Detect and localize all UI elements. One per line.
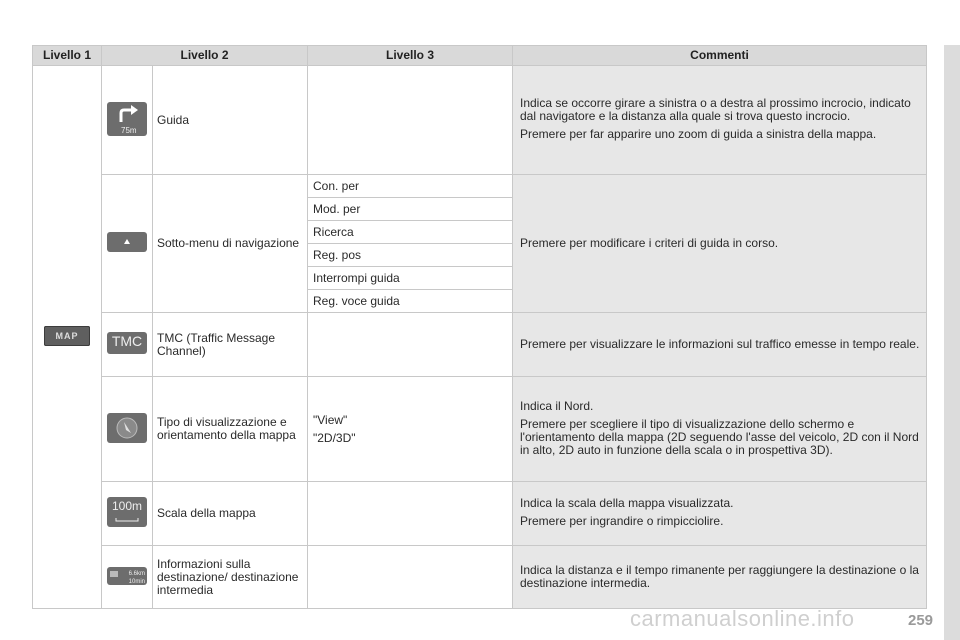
map-button-label: MAP bbox=[55, 330, 79, 341]
scala-label: Scala della mappa bbox=[153, 482, 308, 546]
row-guida bbox=[33, 66, 927, 175]
level1-cell bbox=[33, 66, 102, 609]
header-level2: Livello 2 bbox=[102, 46, 308, 66]
row-sottomenu bbox=[33, 175, 927, 198]
header-level3: Livello 3 bbox=[308, 46, 513, 66]
tmc-label: TMC (Traffic Message Channel) bbox=[153, 313, 308, 377]
scala-level3 bbox=[308, 482, 513, 546]
info-label: Informazioni sulla destinazione/ destinazione intermedia bbox=[153, 546, 308, 609]
info-comment: Indica la distanza e il tempo rimanente per raggiungere la destinazione o la destinazione intermedia. bbox=[513, 546, 927, 609]
row-tmc bbox=[33, 313, 927, 377]
scala-comment: Indica la scala della mappa visualizzata. Premere per ingrandire o rimpicciolire. bbox=[513, 482, 927, 546]
header-level1: Livello 1 bbox=[33, 46, 102, 66]
tipo-level3: "View" "2D/3D" bbox=[308, 377, 513, 482]
watermark: carmanualsonline.info bbox=[630, 606, 855, 631]
menu-table bbox=[32, 45, 927, 609]
tipo-comment: Indica il Nord. Premere per scegliere il tipo di visualizzazione dello schermo e l'orientamento della mappa (2D seguendo l'asse del veicolo, 2D con il Nord in alto, 2D auto in funzione della scala o in prospettiva 3D). bbox=[513, 377, 927, 482]
info-level3 bbox=[308, 546, 513, 609]
tmc-icon-cell bbox=[102, 313, 153, 377]
destination-info-icon: 6.6km 10min bbox=[107, 567, 147, 585]
tmc-comment: Premere per visualizzare le informazioni sul traffico emesse in tempo reale. bbox=[513, 313, 927, 377]
header-comments: Commenti bbox=[513, 46, 927, 66]
turn-right-arrow-icon: 75m bbox=[107, 102, 147, 136]
up-triangle-icon bbox=[107, 232, 147, 252]
sottomenu-item: Reg. pos bbox=[308, 244, 513, 267]
header-row bbox=[33, 46, 927, 66]
sottomenu-label: Sotto-menu di navigazione bbox=[153, 175, 308, 313]
guida-comment: Indica se occorre girare a sinistra o a destra al prossimo incrocio, indicato dal navigatore e la distanza alla quale si trova questo incrocio. Premere per far apparire uno zoom di guida a sinistra della mappa. bbox=[513, 66, 927, 175]
map-button-icon[interactable] bbox=[44, 326, 90, 346]
scala-icon-cell bbox=[102, 482, 153, 546]
guida-level3 bbox=[308, 66, 513, 175]
sottomenu-item: Mod. per bbox=[308, 198, 513, 221]
page-side-tab bbox=[944, 45, 960, 640]
tipo-label: Tipo di visualizzazione e orientamento della mappa bbox=[153, 377, 308, 482]
row-tipo bbox=[33, 377, 927, 482]
tmc-level3 bbox=[308, 313, 513, 377]
row-info bbox=[33, 546, 927, 609]
sottomenu-icon-cell bbox=[102, 175, 153, 313]
tipo-icon-cell bbox=[102, 377, 153, 482]
compass-north-icon bbox=[107, 413, 147, 443]
row-scala bbox=[33, 482, 927, 546]
scale-icon: 100m bbox=[107, 497, 147, 527]
sottomenu-comment: Premere per modificare i criteri di guida in corso. bbox=[513, 175, 927, 313]
sottomenu-item: Reg. voce guida bbox=[308, 290, 513, 313]
tmc-icon: TMC bbox=[107, 332, 147, 354]
guida-icon-cell bbox=[102, 66, 153, 175]
guida-label: Guida bbox=[153, 66, 308, 175]
info-icon-cell bbox=[102, 546, 153, 609]
sottomenu-item: Con. per bbox=[308, 175, 513, 198]
sottomenu-item: Ricerca bbox=[308, 221, 513, 244]
sottomenu-item: Interrompi guida bbox=[308, 267, 513, 290]
page-number: 259 bbox=[908, 612, 934, 629]
